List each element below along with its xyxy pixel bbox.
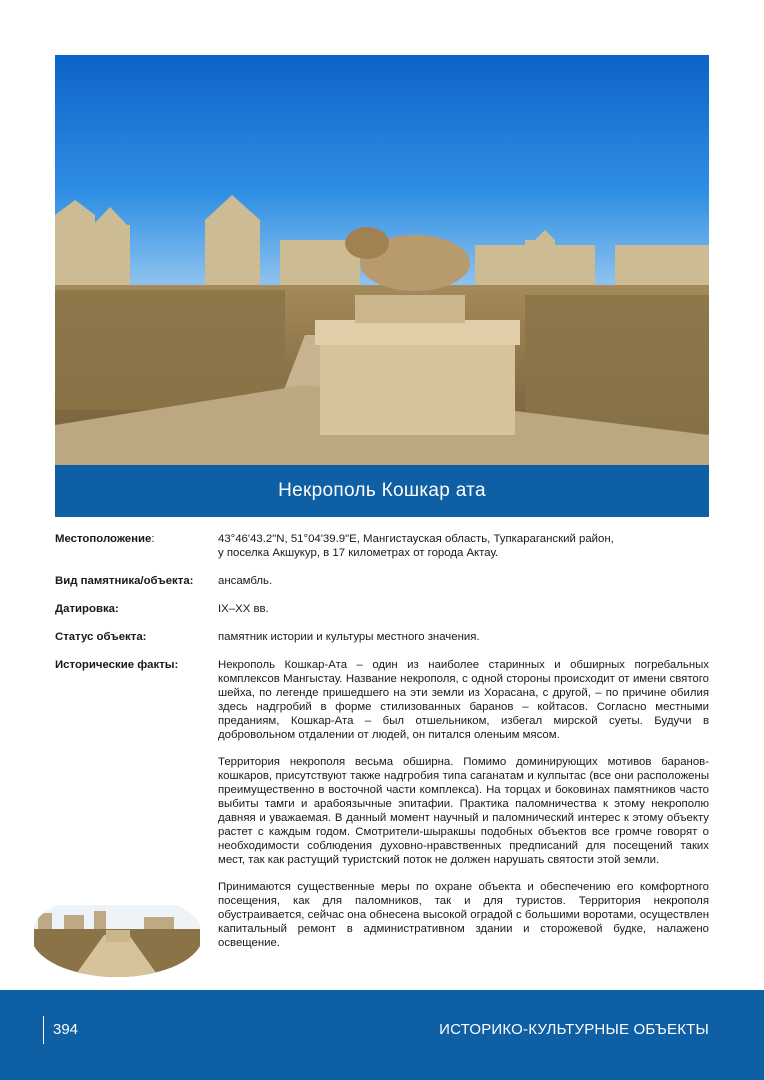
historical-facts (218, 658, 709, 963)
page-number: 394 (53, 1021, 79, 1038)
necropolis-photo-illustration (55, 55, 709, 465)
field-value (218, 532, 709, 560)
field-label: Вид памятника/объекта: (55, 575, 194, 587)
field-value: памятник истории и культуры местного значения. (218, 631, 480, 643)
thumbnail-photo (34, 905, 200, 977)
facts-paragraph: Принимаются существенные меры по охране объекта и обеспечению его комфортного посещения, как для паломников, так и для туристов. Территория некрополя обустраивается, сейчас она обнесена высокой оградой с большими воротами, осуществлен капитальный ремонт в административном здании и сторожевой будке, налажено освещение. (218, 881, 709, 949)
thumbnail-illustration (34, 905, 200, 977)
main-photo (55, 55, 709, 465)
field-value: IX–XX вв. (218, 603, 269, 615)
field-label: Датировка: (55, 603, 119, 615)
location-line-1: 43°46'43.2"N, 51°04'39.9"E, Мангистауская область, Тупкараганский район, (218, 533, 614, 545)
location-line-2: у поселка Акшукур, в 17 километрах от города Актау. (218, 547, 499, 559)
page-title: Некрополь Кошкар ата (278, 480, 486, 501)
field-label: Исторические факты: (55, 659, 179, 671)
facts-paragraph: Территория некрополя весьма обширна. Помимо доминирующих мотивов баранов-кошкаров, присутствуют также надгробия типа саганатам и кулпытас (все они расположены преимущественно в восточной части комплекса). На торцах и боковинах памятников часто выбиты тамги и арабоязычные эпитафии. Практика паломничества к этому некрополю давняя и уважаемая. В данный момент научный и паломнический интерес к этому объекту растет с каждым годом. Смотрители-шыракшы подобных объектов все громче говорят о необходимости соблюдения духовно-нравственных предписаний для посещений таких мест, так как растущий туристский поток не должен нарушать святости этой земли. (218, 756, 709, 866)
facts-paragraph: Некрополь Кошкар-Ата – один из наиболее старинных и обширных погребальных комплексов Мангыстау. Название некрополя, с одной стороны происходит от имени святого шейха, по легенде пришедшего на эти земли из Хорасана, с другой, – по причине обилия здесь надгробий в форме стилизованных баранов – койтасов. Согласно местными преданиям, Кошкар-Ата – был отшельником, избегал мирской суеты. Будучи в добровольном отдалении от людей, он питался оленьим мясом. (218, 659, 709, 741)
footer (0, 990, 764, 1080)
field-label: Местоположение: (55, 533, 155, 545)
section-title: ИСТОРИКО-КУЛЬТУРНЫЕ ОБЪЕКТЫ (439, 1021, 709, 1038)
field-label: Статус объекта: (55, 631, 147, 643)
title-bar (55, 465, 709, 517)
field-value: ансамбль. (218, 575, 273, 587)
footer-divider (43, 1016, 44, 1044)
